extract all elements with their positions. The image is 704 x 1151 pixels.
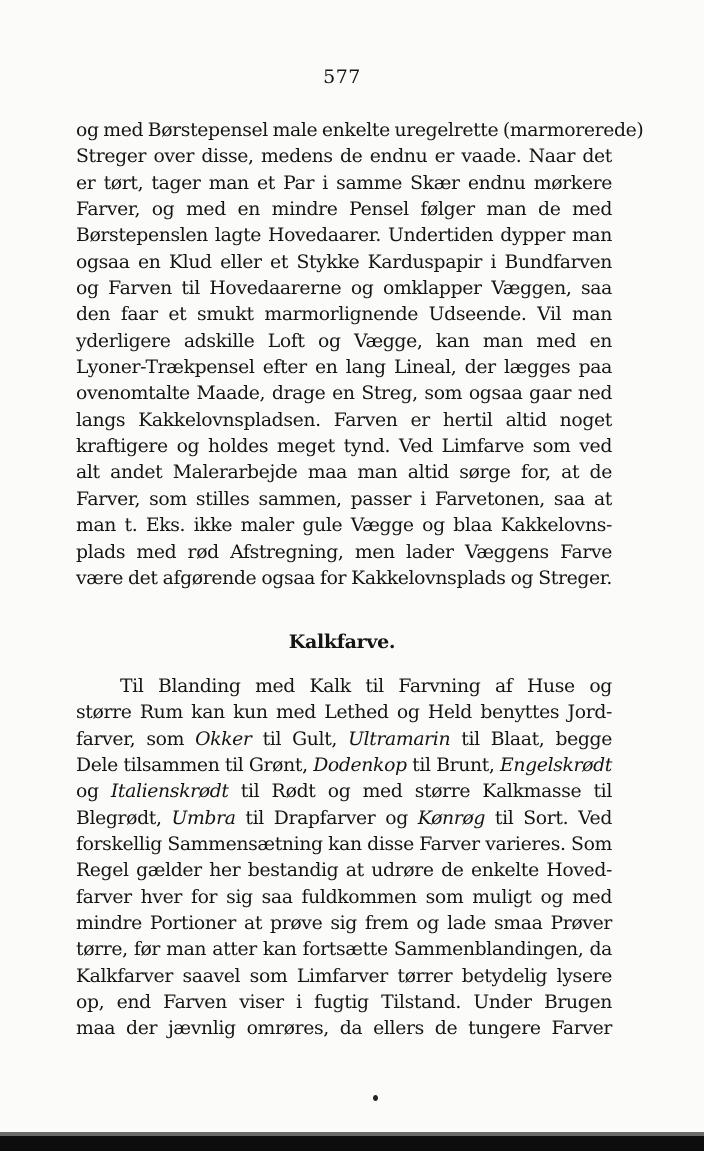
text-line: [76, 806, 612, 832]
pigment-term: Italienskrødt: [110, 781, 229, 803]
text-run: til Drapfarver og: [235, 807, 418, 829]
text-line: farver hver for sig saa fuldkommen som muligt og med: [76, 886, 612, 908]
text-run: til Blaat, begge: [450, 728, 612, 750]
text-line: alt andet Malerarbejde maa man altid sørge for, at de: [76, 462, 612, 484]
text-line: være det afgørende ogsaa for Kakkelovnsplads og Streger.: [76, 567, 612, 589]
text-line: op, end Farven viser i fugtig Tilstand. Under Brugen: [76, 992, 612, 1014]
paragraph-1: [76, 118, 644, 592]
text-run: farver, som: [76, 728, 196, 750]
text-line: Til Blanding med Kalk til Farvning af Huse og: [120, 676, 612, 697]
ink-speck: [373, 1095, 378, 1101]
text-line: og Farven til Hovedaarerne og omklapper Væggen, saa: [76, 278, 612, 300]
pigment-term: Kønrøg: [417, 807, 486, 829]
text-line: ovenomtalte Maade, drage en Streg, som ogsaa gaar ned: [76, 383, 612, 405]
pigment-term: Ultramarin: [348, 728, 451, 750]
text-line: maa der jævnlig omrøres, da ellers de tungere Farver: [76, 1018, 612, 1040]
text-line: kraftigere og holdes meget tynd. Ved Limfarve som ved: [76, 436, 612, 458]
pigment-term: Okker: [195, 728, 252, 750]
text-run: til Rødt og med større Kalkmasse til: [228, 781, 612, 803]
text-line: man t. Eks. ikke maler gule Vægge og blaa Kakkelovns-: [76, 515, 612, 537]
text-run: til Sort. Ved: [485, 807, 612, 829]
text-run: til Brunt,: [406, 755, 501, 777]
text-line: yderligere adskille Loft og Vægge, kan man med en: [76, 330, 612, 352]
text-line: plads med rød Afstregning, men lader Væggens Farve: [76, 541, 612, 563]
paragraph-2: [76, 674, 612, 1043]
text-line: Kalkfarver saavel som Limfarver tørrer betydelig lysere: [76, 965, 612, 987]
text-line: større Rum kan kun med Lethed og Held benyttes Jord-: [76, 702, 612, 724]
text-run: og: [76, 781, 111, 803]
text-line: er tørt, tager man et Par i samme Skær endnu mørkere: [76, 172, 612, 194]
text-line: Børstepenslen lagte Hovedaarer. Undertiden dypper man: [76, 225, 612, 247]
text-line: mindre Portioner at prøve sig frem og lade smaa Prøver: [76, 913, 612, 935]
text-line: tørre, før man atter kan fortsætte Sammenblandingen, da: [76, 939, 612, 961]
text-line: og med Børstepensel male enkelte uregelrette (marmorerede): [76, 120, 644, 141]
text-run: Blegrødt,: [76, 807, 172, 829]
page-number: 577: [323, 66, 361, 88]
text-line: [76, 753, 612, 779]
text-line: [76, 727, 612, 753]
text-line: ogsaa en Klud eller et Stykke Karduspapir i Bundfarven: [76, 251, 612, 273]
text-line: Farver, som stilles sammen, passer i Farvetonen, saa at: [76, 488, 612, 510]
section-heading: Kalkfarve.: [288, 631, 396, 653]
text-run: Dele tilsammen til Grønt,: [76, 755, 314, 777]
text-line: langs Kakkelovnspladsen. Farven er hertil altid noget: [76, 409, 612, 431]
text-line: Lyoner-Trækpensel efter en lang Lineal, der lægges paa: [76, 357, 612, 379]
text-line: [76, 779, 612, 805]
pigment-term: Engelskrødt: [500, 755, 613, 777]
pigment-term: Dodenkop: [313, 755, 407, 777]
text-line: Regel gælder her bestandig at udrøre de enkelte Hoved-: [76, 860, 612, 882]
text-run: til Gult,: [251, 728, 349, 750]
text-line: forskellig Sammensætning kan disse Farver varieres. Som: [76, 834, 612, 856]
scan-edge: [0, 1136, 704, 1151]
pigment-term: Umbra: [171, 807, 236, 829]
text-line: Streger over disse, medens de endnu er vaade. Naar det: [76, 146, 612, 168]
text-line: Farver, og med en mindre Pensel følger man de med: [76, 199, 612, 221]
text-line: den faar et smukt marmorlignende Udseende. Vil man: [76, 304, 612, 326]
